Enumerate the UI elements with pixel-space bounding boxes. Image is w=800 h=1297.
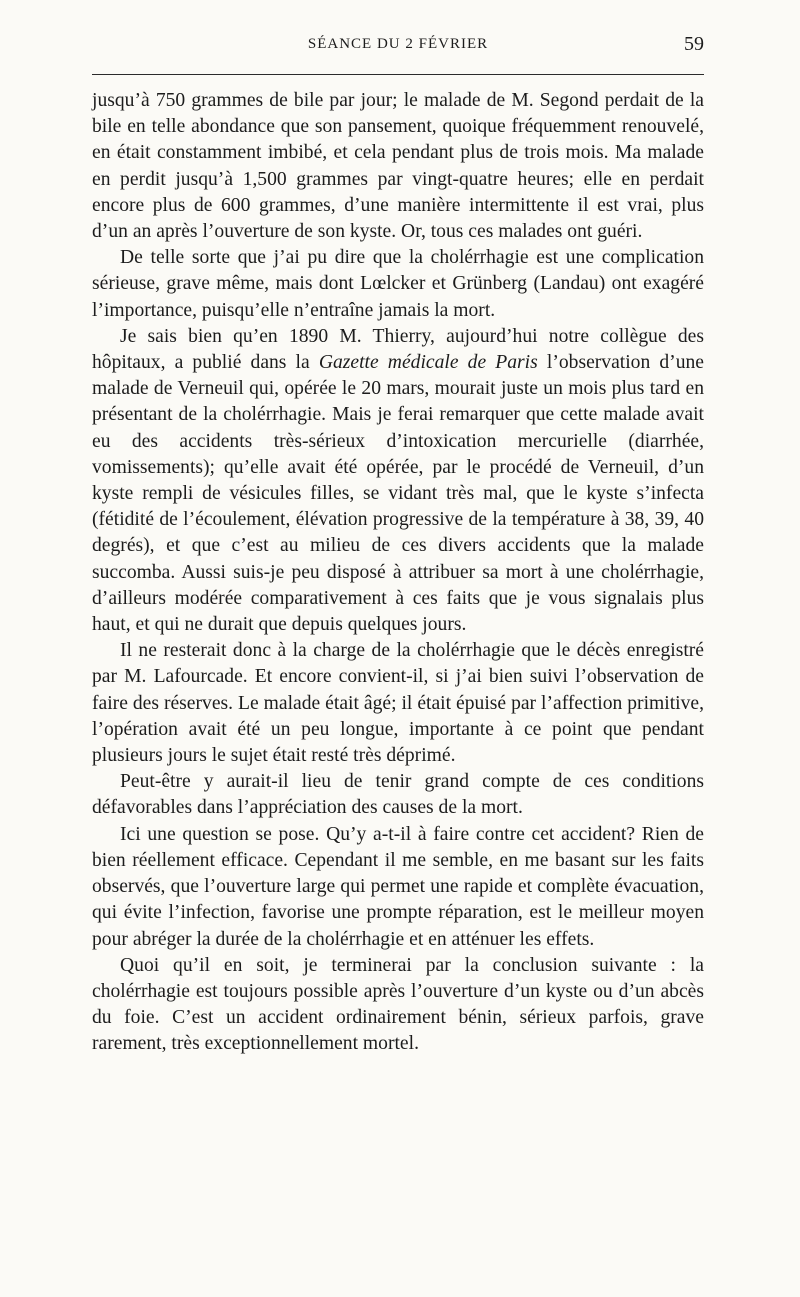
paragraph-continuation: jusqu’à 750 grammes de bile par jour; le malade de M. Segond perdait de la bile en telle abondance que son pansement, quoique fréquemment renouvelé, en était constamment imbibé, et cela pendant plus de trois mois. Ma malade en perdit jusqu’à 1,500 grammes par vingt-quatre heures; elle en perdait encore plus de 600 grammes, d’une manière intermittente il est vrai, plus d’un an après l’ouverture de son kyste. Or, tous ces malades ont guéri. bbox=[92, 90, 704, 243]
running-title: SÉANCE DU 2 FÉVRIER bbox=[307, 36, 489, 52]
page-number: 59 bbox=[684, 33, 704, 55]
paragraph-lafourcade: Il ne resterait donc à la charge de la cholérrhagie que le décès enregistré par M. Lafourcade. Et encore convient-il, si j’ai bien suivi l’observation de faire des réserves. Le malade était âgé; il était épuisé par l’affection primitive, l’opération avait été un peu longue, importante à ce point que pendant plusieurs jours le sujet était resté très déprimé. bbox=[92, 640, 704, 767]
paragraph-conditions: Peut-être y aurait-il lieu de tenir grand compte de ces conditions défavorables dans l’appréciation des causes de la mort. bbox=[92, 771, 704, 819]
paragraph-cholerrhagie-complication: De telle sorte que j’ai pu dire que la cholérrhagie est une complication sérieuse, grave même, mais dont Lœlcker et Grünberg (Landau) ont exagéré l’importance, puisqu’elle n’entraîne jamais la mort. bbox=[92, 247, 704, 321]
paragraph-conclusion: Quoi qu’il en soit, je terminerai par la conclusion suivante : la cholérrhagie est toujours possible après l’ouverture d’un kyste ou d’un abcès du foie. C’est un accident ordinairement bénin, sérieux parfois, grave rarement, très exceptionnellement mortel. bbox=[92, 954, 704, 1055]
header-rule bbox=[92, 74, 704, 75]
journal-title: Gazette médicale de Paris bbox=[318, 352, 538, 374]
paragraph-text-after: l’observation d’une malade de Verneuil qui, opérée le 20 mars, mourait juste un mois plus tard en présentant de la cholérrhagie. Mais je ferai remarquer que cette malade avait eu des accidents très-sérieux d’intoxication mercurielle (diarrhée, vomissements); qu’elle avait été opérée, par le procédé de Verneuil, d’un kyste rempli de vésicules filles, se vidant très mal, que le kyste s’infecta (fétidité de l’écoulement, élévation progressive de la température à 38, 39, 40 degrés), et que c’est au milieu de ces divers accidents que la malade succomba. Aussi suis-je peu disposé à attribuer sa mort à une cholérrhagie, d’ailleurs modérée comparativement à ces faits que je vous signalais plus haut, et qui ne durait que depuis quelques jours. bbox=[92, 352, 704, 636]
running-head bbox=[92, 30, 704, 64]
body-text bbox=[92, 88, 704, 1058]
paragraph-question: Ici une question se pose. Qu’y a-t-il à faire contre cet accident? Rien de bien réellement efficace. Cependant il me semble, en me basant sur les faits observés, que l’ouverture large qui permet une rapide et complète évacuation, qui évite l’infection, favorise une prompte réparation, est le meilleur moyen pour abréger la durée de la cholérrhagie et en atténuer les effets. bbox=[92, 823, 704, 950]
paragraph-text-before: Je sais bien qu’en 1890 M. Thierry, aujourd’hui notre collègue des hôpitaux, a publié dans la bbox=[92, 325, 704, 374]
paragraph-thierry-observation bbox=[92, 324, 704, 638]
